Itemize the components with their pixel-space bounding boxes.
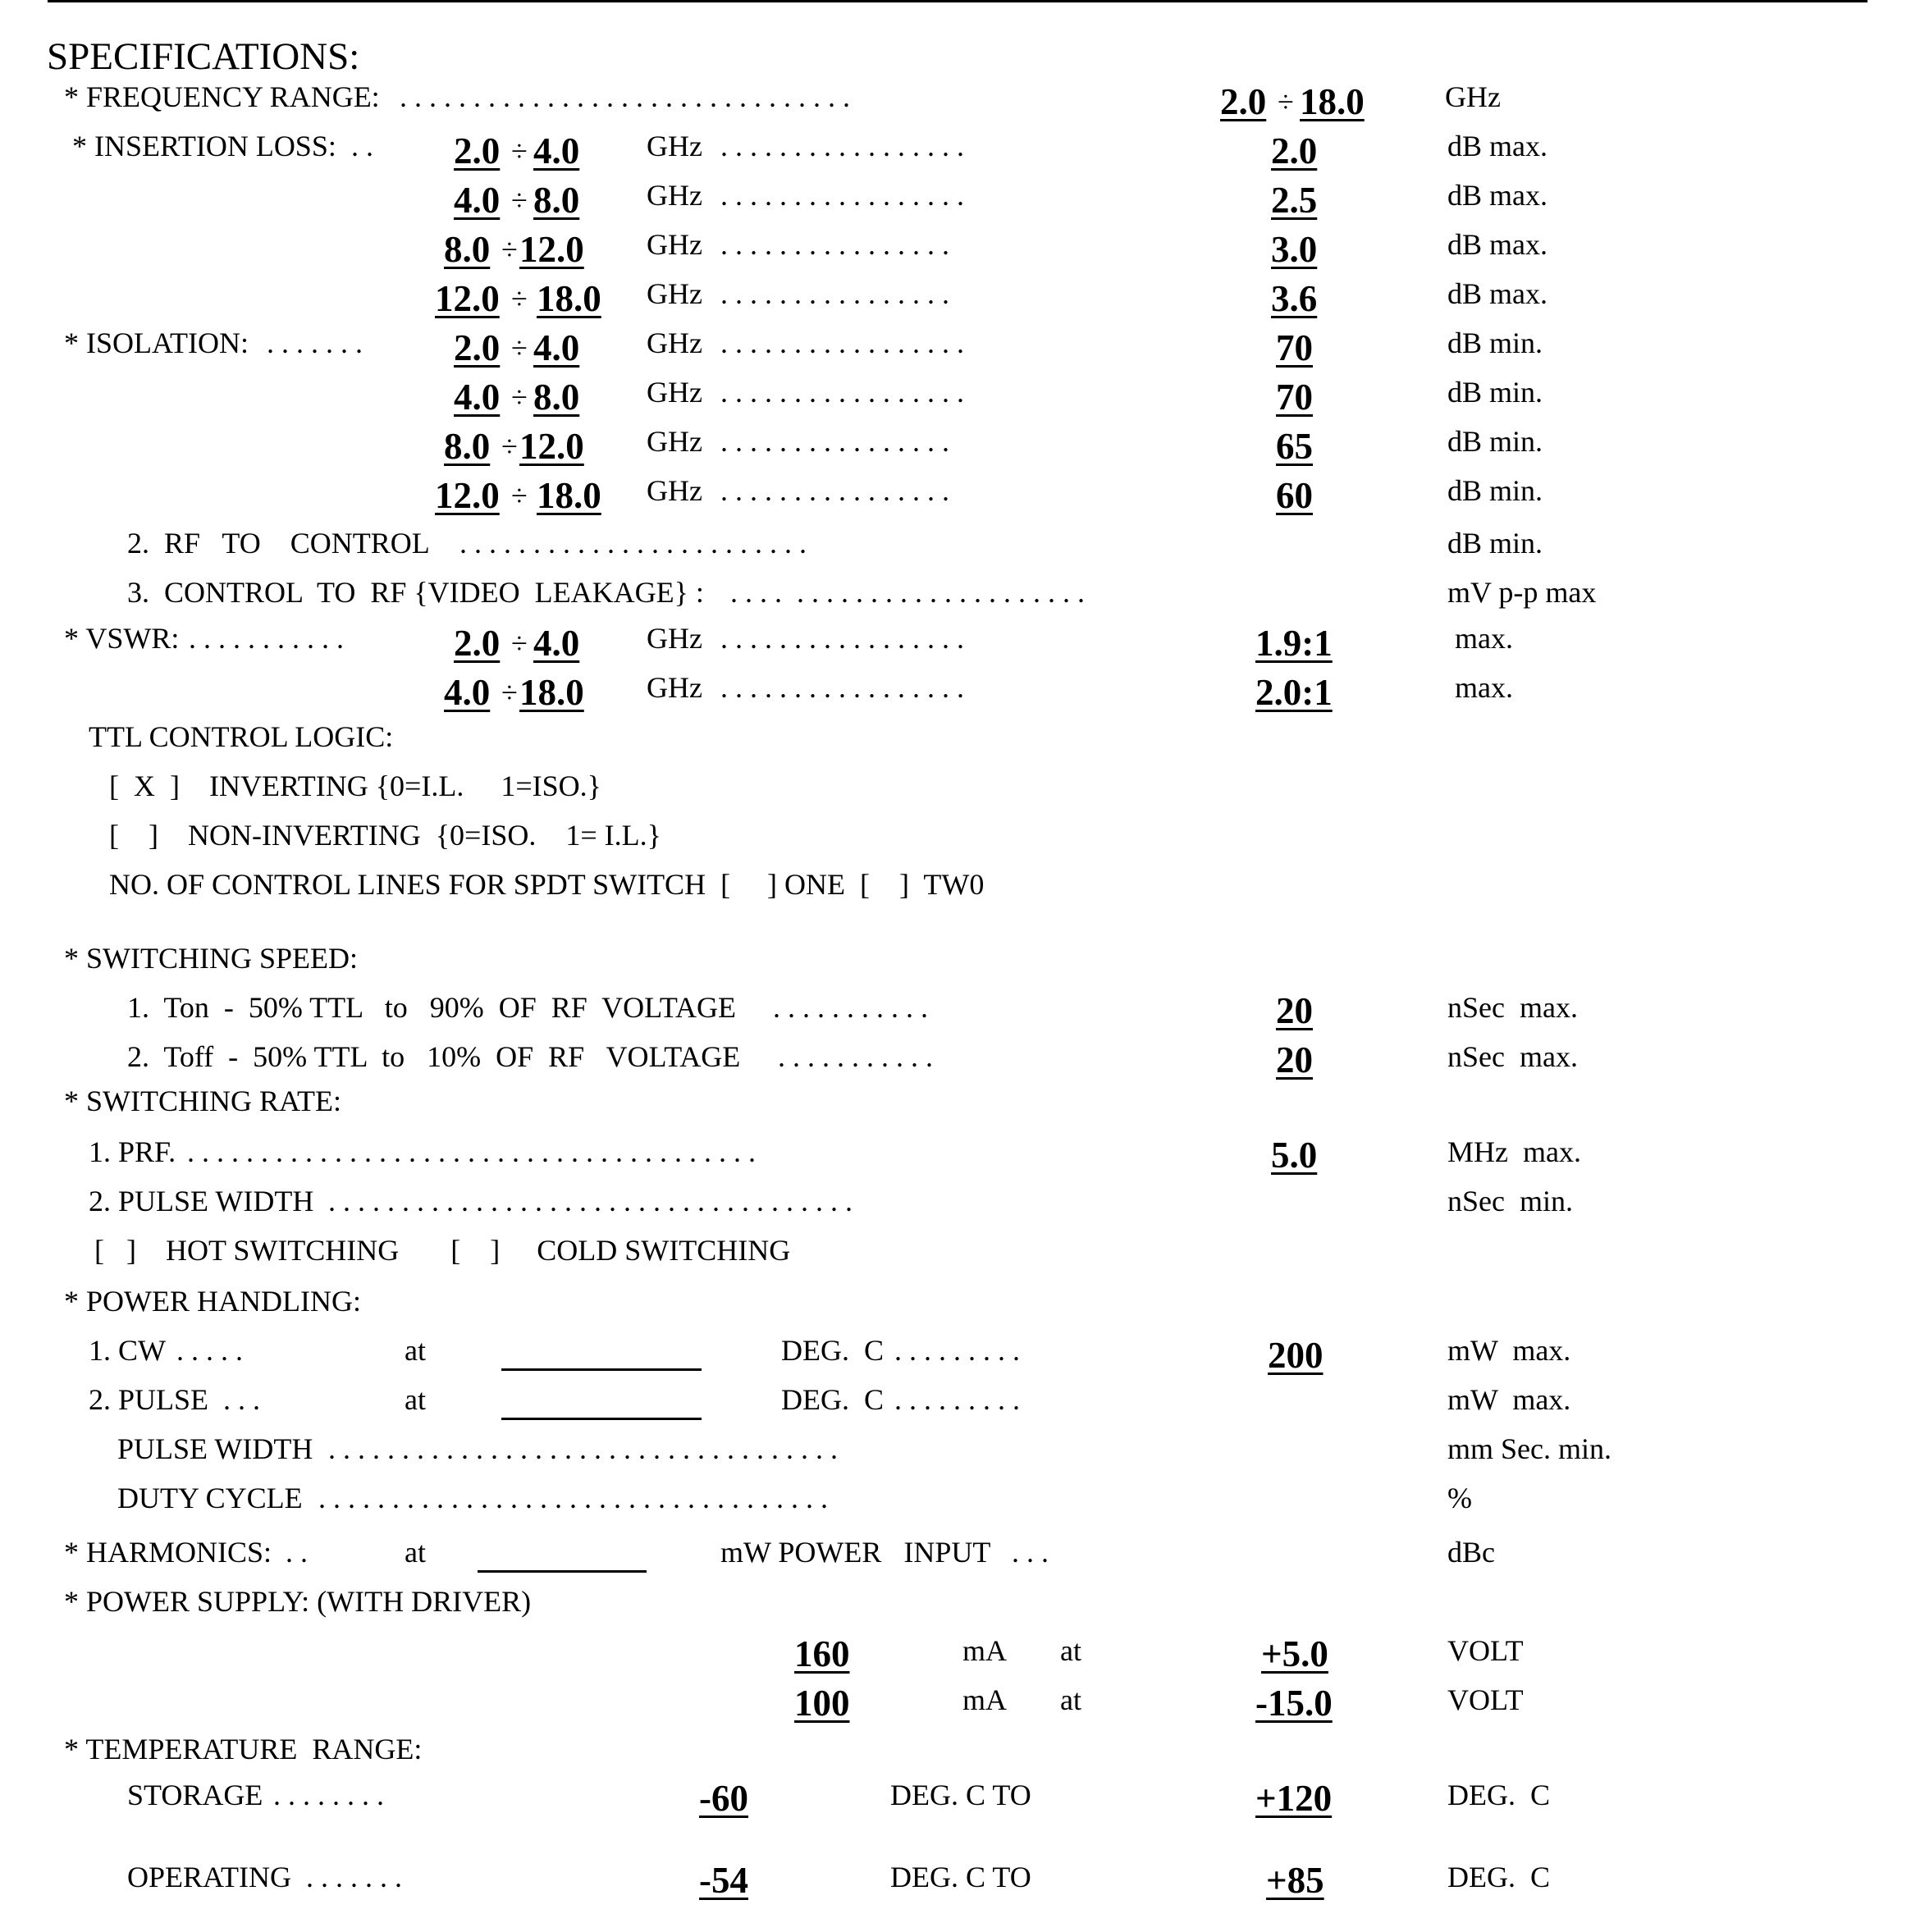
leader-dots: . . . . . . . . . bbox=[894, 1383, 1020, 1416]
rf-to-control-label: 2. RF TO CONTROL bbox=[127, 527, 430, 560]
frequency-range-unit: GHz bbox=[1445, 80, 1501, 113]
pulse-at: at bbox=[405, 1383, 426, 1416]
storage-unit: DEG. C bbox=[1447, 1779, 1550, 1811]
isolation-unit: dB min. bbox=[1447, 327, 1543, 359]
pulse-width-label: 2. PULSE WIDTH bbox=[89, 1185, 314, 1217]
frequency-range-dots: . . . . . . . . . . . . . . . . . . . . . . . . . . . . . . . bbox=[400, 80, 850, 113]
vswr-band-low: 4.0 bbox=[444, 672, 491, 713]
leader-dots: . . bbox=[286, 1536, 308, 1569]
harmonics-power-blank bbox=[478, 1570, 647, 1573]
cw-unit: mW max. bbox=[1447, 1334, 1571, 1367]
vswr-unit: max. bbox=[1455, 671, 1513, 704]
insertion-loss-band-low: 2.0 bbox=[454, 130, 501, 171]
harmonics-at: at bbox=[405, 1536, 426, 1569]
range-separator: ÷ bbox=[1278, 85, 1294, 118]
insertion-loss-unit: dB max. bbox=[1447, 277, 1548, 310]
leader-dots: . . . . . . . . . . . . . . . . bbox=[720, 228, 949, 261]
leader-dots: . . . bbox=[1012, 1536, 1049, 1569]
range-separator: ÷ bbox=[501, 430, 518, 463]
storage-label: STORAGE bbox=[127, 1779, 263, 1811]
leader-dots: . . . . . . . . . . . . . . . . . . . . . . . . . . . . . . . . . . . . . . . bbox=[187, 1135, 756, 1168]
leader-dots: . . . . . . . . . . . . . . . . . bbox=[720, 327, 964, 359]
band-unit: GHz bbox=[647, 130, 702, 162]
vswr-value: 2.0:1 bbox=[1255, 672, 1333, 713]
duty-cycle-label: DUTY CYCLE bbox=[117, 1482, 303, 1514]
non-inverting-option: [ ] NON-INVERTING {0=ISO. 1= I.L.} bbox=[109, 819, 661, 852]
isolation-value: 70 bbox=[1276, 327, 1313, 368]
toff-label: 2. Toff - 50% TTL to 10% OF RF VOLTAGE bbox=[127, 1040, 741, 1073]
band-unit: GHz bbox=[647, 228, 702, 261]
supply-at: at bbox=[1060, 1634, 1081, 1667]
storage-max-value: +120 bbox=[1255, 1778, 1333, 1819]
range-separator: ÷ bbox=[511, 135, 528, 167]
vswr-band-high: 4.0 bbox=[533, 623, 580, 664]
operating-max-value: +85 bbox=[1266, 1860, 1324, 1901]
vswr-label: * VSWR: bbox=[64, 622, 180, 655]
page-title: SPECIFICATIONS: bbox=[47, 35, 360, 78]
switching-speed-label: * SWITCHING SPEED: bbox=[64, 942, 358, 975]
insertion-loss-label-dots: . . bbox=[351, 130, 373, 162]
ton-value: 20 bbox=[1276, 990, 1313, 1031]
band-unit: GHz bbox=[647, 179, 702, 212]
leader-dots: . . . . . . . . . . . bbox=[778, 1040, 933, 1073]
supply-current-unit: mA bbox=[962, 1683, 1007, 1716]
insertion-loss-band-high: 12.0 bbox=[519, 229, 584, 270]
isolation-band-high: 18.0 bbox=[537, 475, 601, 516]
pulse-temperature-blank bbox=[501, 1418, 702, 1420]
supply-voltage-value: -15.0 bbox=[1255, 1683, 1333, 1724]
leader-dots: . . . . . . . . . . . . . . . . . . . . . . . . bbox=[730, 576, 1085, 609]
range-separator: ÷ bbox=[511, 627, 528, 660]
band-unit: GHz bbox=[647, 376, 702, 409]
range-separator: ÷ bbox=[511, 381, 528, 413]
supply-at: at bbox=[1060, 1683, 1081, 1716]
hot-cold-switching-options: [ ] HOT SWITCHING [ ] COLD SWITCHING bbox=[94, 1234, 791, 1267]
ton-label: 1. Ton - 50% TTL to 90% OF RF VOLTAGE bbox=[127, 991, 736, 1024]
range-separator: ÷ bbox=[511, 479, 528, 512]
toff-value: 20 bbox=[1276, 1039, 1313, 1080]
isolation-unit: dB min. bbox=[1447, 376, 1543, 409]
harmonics-unit: dBc bbox=[1447, 1536, 1495, 1569]
isolation-band-low: 8.0 bbox=[444, 426, 491, 467]
supply-voltage-value: +5.0 bbox=[1261, 1633, 1328, 1674]
inverting-option: [ X ] INVERTING {0=I.L. 1=ISO.} bbox=[109, 770, 601, 802]
pulse-deg-label: DEG. C bbox=[781, 1383, 884, 1416]
operating-to-label: DEG. C TO bbox=[890, 1861, 1031, 1893]
isolation-band-high: 12.0 bbox=[519, 426, 584, 467]
frequency-range-high: 18.0 bbox=[1300, 81, 1365, 122]
control-to-rf-label: 3. CONTROL TO RF {VIDEO LEAKAGE} : bbox=[127, 576, 704, 609]
operating-min-value: -54 bbox=[699, 1860, 748, 1901]
leader-dots: . . . bbox=[223, 1383, 260, 1416]
duty-cycle-unit: % bbox=[1447, 1482, 1472, 1514]
harmonics-label: * HARMONICS: bbox=[64, 1536, 272, 1569]
isolation-value: 60 bbox=[1276, 475, 1313, 516]
isolation-band-high: 4.0 bbox=[533, 327, 580, 368]
leader-dots: . . . . . bbox=[176, 1334, 243, 1367]
leader-dots: . . . . . . . . . . . . . . . . bbox=[720, 277, 949, 310]
control-lines-option: NO. OF CONTROL LINES FOR SPDT SWITCH [ ] ONE [ ] TW0 bbox=[109, 868, 985, 901]
isolation-label: * ISOLATION: bbox=[64, 327, 249, 359]
frequency-range-label: * FREQUENCY RANGE: bbox=[64, 80, 380, 113]
insertion-loss-value: 3.0 bbox=[1271, 229, 1318, 270]
toff-unit: nSec max. bbox=[1447, 1040, 1578, 1073]
insertion-loss-unit: dB max. bbox=[1447, 130, 1548, 162]
cw-at: at bbox=[405, 1334, 426, 1367]
isolation-band-low: 12.0 bbox=[435, 475, 500, 516]
storage-to-label: DEG. C TO bbox=[890, 1779, 1031, 1811]
range-separator: ÷ bbox=[501, 233, 518, 266]
top-rule bbox=[48, 0, 1868, 2]
band-unit: GHz bbox=[647, 474, 702, 507]
leader-dots: . . . . . . . . . . . . . . . . . bbox=[720, 671, 964, 704]
power-handling-label: * POWER HANDLING: bbox=[64, 1285, 361, 1318]
operating-label: OPERATING bbox=[127, 1861, 292, 1893]
supply-voltage-unit: VOLT bbox=[1447, 1683, 1524, 1716]
supply-current-value: 100 bbox=[794, 1683, 850, 1724]
insertion-loss-label: * INSERTION LOSS: bbox=[72, 130, 336, 162]
isolation-value: 70 bbox=[1276, 377, 1313, 418]
insertion-loss-unit: dB max. bbox=[1447, 228, 1548, 261]
range-separator: ÷ bbox=[501, 676, 518, 709]
insertion-loss-value: 2.5 bbox=[1271, 180, 1318, 221]
storage-min-value: -60 bbox=[699, 1778, 748, 1819]
leader-dots: . . . . . . . . . . . . . . . . . bbox=[720, 130, 964, 162]
frequency-range-low: 2.0 bbox=[1220, 81, 1267, 122]
power-supply-label: * POWER SUPPLY: (WITH DRIVER) bbox=[64, 1585, 532, 1618]
cw-value: 200 bbox=[1268, 1335, 1324, 1376]
range-separator: ÷ bbox=[511, 184, 528, 217]
isolation-label-dots: . . . . . . . bbox=[267, 327, 363, 359]
insertion-loss-band-low: 4.0 bbox=[454, 180, 501, 221]
band-unit: GHz bbox=[647, 327, 702, 359]
leader-dots: . . . . . . . . . . . . . . . . . . . . . . . . . . . . . . . . . . . bbox=[328, 1432, 838, 1465]
pulse-label: 2. PULSE bbox=[89, 1383, 209, 1416]
range-separator: ÷ bbox=[511, 331, 528, 364]
cw-deg-label: DEG. C bbox=[781, 1334, 884, 1367]
prf-value: 5.0 bbox=[1271, 1135, 1318, 1176]
leader-dots: . . . . . . . . . . . . . . . . bbox=[720, 425, 949, 458]
prf-label: 1. PRF. bbox=[89, 1135, 176, 1168]
insertion-loss-band-high: 18.0 bbox=[537, 278, 601, 319]
control-to-rf-unit: mV p-p max bbox=[1447, 576, 1597, 609]
vswr-band-low: 2.0 bbox=[454, 623, 501, 664]
leader-dots: . . . . . . . . . . . . . . . . . . . . . . . . . . . . . . . . . . . bbox=[318, 1482, 828, 1514]
isolation-unit: dB min. bbox=[1447, 425, 1543, 458]
leader-dots: . . . . . . . bbox=[306, 1861, 402, 1893]
leader-dots: . . . . . . . . . . . . . . . . bbox=[720, 474, 949, 507]
leader-dots: . . . . . . . . . . . . . . . . . bbox=[720, 179, 964, 212]
vswr-value: 1.9:1 bbox=[1255, 623, 1333, 664]
insertion-loss-value: 3.6 bbox=[1271, 278, 1318, 319]
supply-voltage-unit: VOLT bbox=[1447, 1634, 1524, 1667]
cw-label: 1. CW bbox=[89, 1334, 166, 1367]
insertion-loss-band-low: 8.0 bbox=[444, 229, 491, 270]
supply-current-value: 160 bbox=[794, 1633, 850, 1674]
insertion-loss-band-high: 8.0 bbox=[533, 180, 580, 221]
isolation-band-low: 2.0 bbox=[454, 327, 501, 368]
leader-dots: . . . . . . . . . . . . . . . . . . . . . . . . . . . . . . . . . . . . bbox=[328, 1185, 853, 1217]
rf-to-control-unit: dB min. bbox=[1447, 527, 1543, 560]
ton-unit: nSec max. bbox=[1447, 991, 1578, 1024]
prf-unit: MHz max. bbox=[1447, 1135, 1581, 1168]
power-pulse-width-label: PULSE WIDTH bbox=[117, 1432, 313, 1465]
harmonics-power-label: mW POWER INPUT bbox=[720, 1536, 991, 1569]
isolation-band-high: 8.0 bbox=[533, 377, 580, 418]
insertion-loss-unit: dB max. bbox=[1447, 179, 1548, 212]
supply-current-unit: mA bbox=[962, 1634, 1007, 1667]
band-unit: GHz bbox=[647, 671, 702, 704]
leader-dots: . . . . . . . . . . . . . . . . . bbox=[720, 622, 964, 655]
power-pulse-width-unit: mm Sec. min. bbox=[1447, 1432, 1612, 1465]
insertion-loss-value: 2.0 bbox=[1271, 130, 1318, 171]
vswr-label-dots: . . . . . . . . . . . bbox=[189, 622, 344, 655]
leader-dots: . . . . . . . . . . . . . . . . . bbox=[720, 376, 964, 409]
isolation-value: 65 bbox=[1276, 426, 1313, 467]
band-unit: GHz bbox=[647, 622, 702, 655]
insertion-loss-band-low: 12.0 bbox=[435, 278, 500, 319]
pulse-width-unit: nSec min. bbox=[1447, 1185, 1573, 1217]
leader-dots: . . . . . . . . . . . bbox=[773, 991, 928, 1024]
insertion-loss-band-high: 4.0 bbox=[533, 130, 580, 171]
vswr-unit: max. bbox=[1455, 622, 1513, 655]
leader-dots: . . . . . . . . bbox=[273, 1779, 384, 1811]
operating-unit: DEG. C bbox=[1447, 1861, 1550, 1893]
pulse-unit: mW max. bbox=[1447, 1383, 1571, 1416]
isolation-unit: dB min. bbox=[1447, 474, 1543, 507]
temperature-range-label: * TEMPERATURE RANGE: bbox=[64, 1733, 423, 1765]
cw-temperature-blank bbox=[501, 1368, 702, 1371]
leader-dots: . . . . . . . . . bbox=[894, 1334, 1020, 1367]
isolation-band-low: 4.0 bbox=[454, 377, 501, 418]
ttl-control-logic-label: TTL CONTROL LOGIC: bbox=[89, 720, 394, 753]
band-unit: GHz bbox=[647, 277, 702, 310]
leader-dots: . . . . . . . . . . . . . . . . . . . . . . . . bbox=[459, 527, 807, 560]
vswr-band-high: 18.0 bbox=[519, 672, 584, 713]
switching-rate-label: * SWITCHING RATE: bbox=[64, 1085, 341, 1117]
band-unit: GHz bbox=[647, 425, 702, 458]
range-separator: ÷ bbox=[511, 282, 528, 315]
